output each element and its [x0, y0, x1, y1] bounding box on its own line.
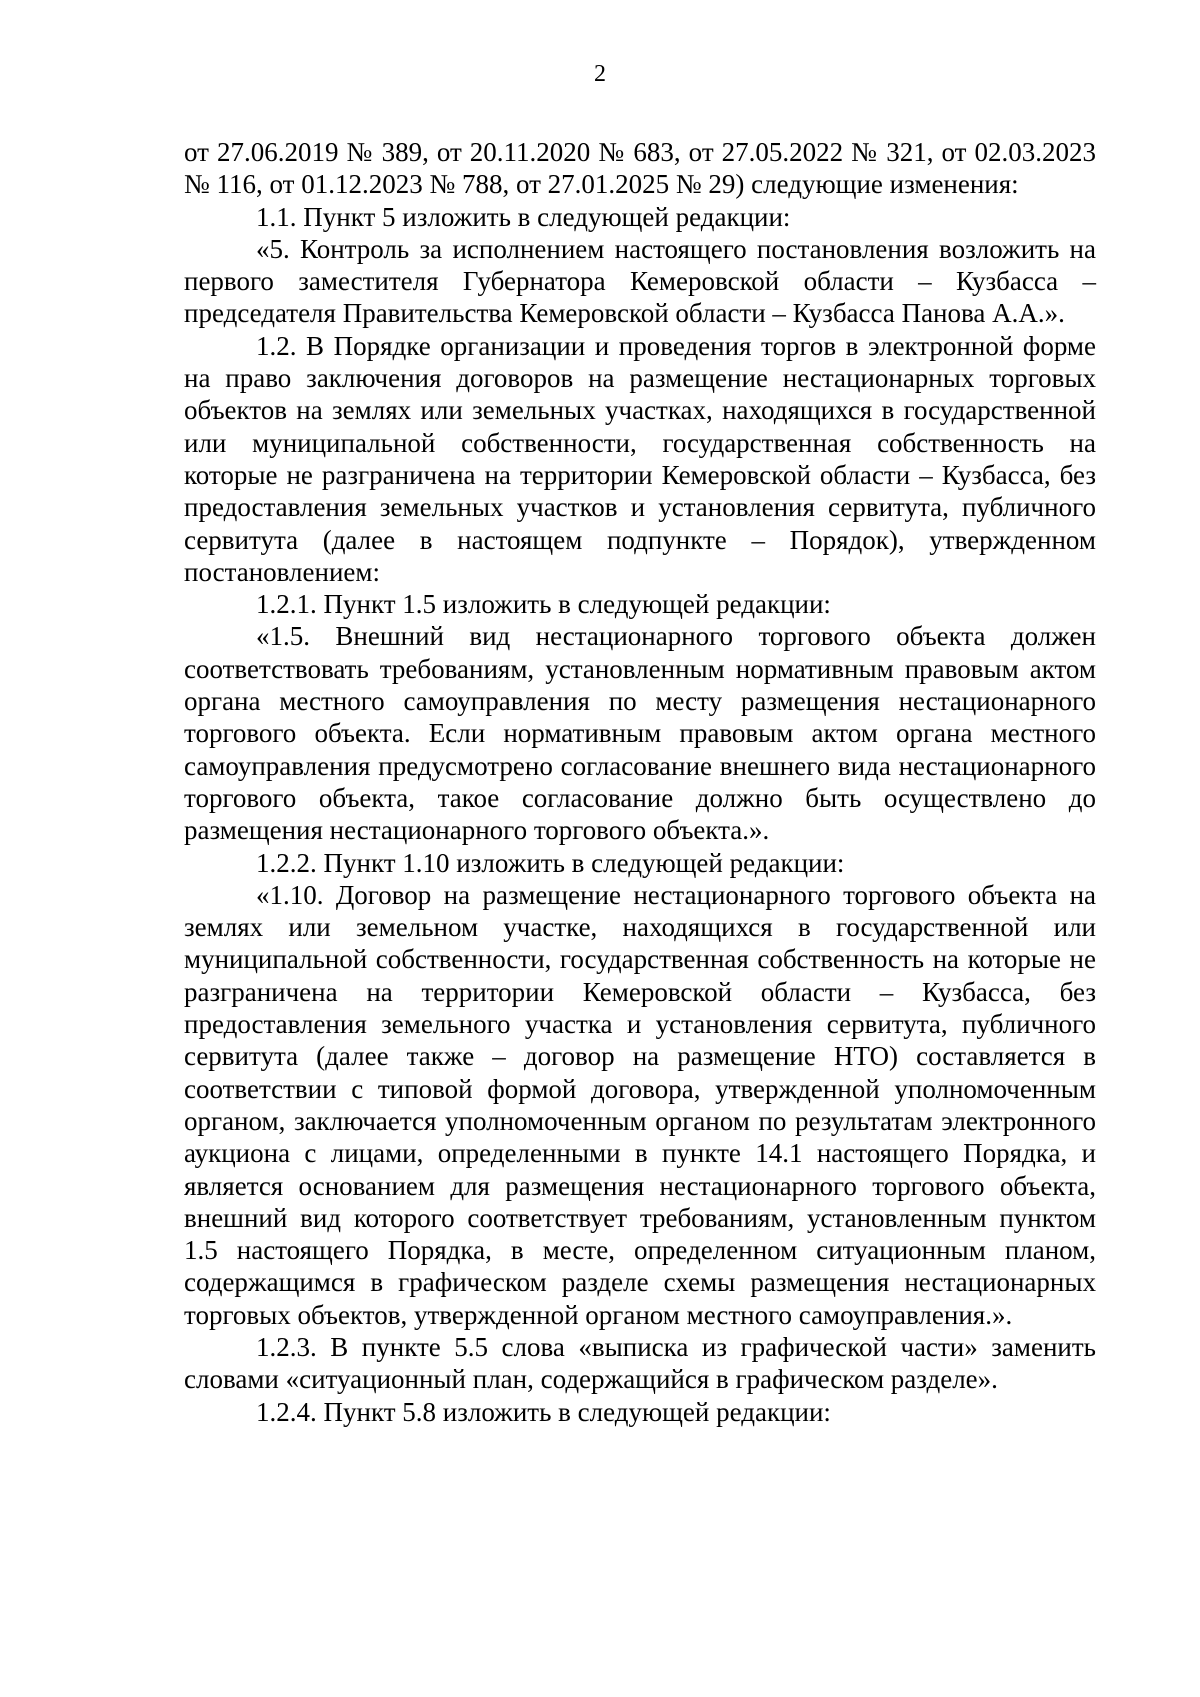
document-body [184, 136, 1096, 1428]
paragraph-amendments-list: от 27.06.2019 № 389, от 20.11.2020 № 683, от 27.05.2022 № 321, от 02.03.2023 № 116, от 01.12.2023 № 788, от 27.01.2025 № 29) следующие изменения: [184, 137, 1096, 200]
page-number: 2 [594, 61, 606, 87]
paragraph-1-1: 1.1. Пункт 5 изложить в следующей редакции: [256, 201, 791, 232]
paragraph-1-2-4: 1.2.4. Пункт 5.8 изложить в следующей редакции: [256, 1396, 831, 1427]
paragraph-1-2-2-quote: «1.10. Договор на размещение нестационарного торгового объекта на землях или земельном участке, находящихся в государственной или муниципальной собственности, государственная собственность на которые не разграничена на территории Кемеровской области – Кузбасса, без предоставления земельного участка и установления сервитута, публичного сервитута (далее также – договор на размещение НТО) составляется в соответствии с типовой формой договора, утвержденной уполномоченным органом, заключается уполномоченным органом по результатам электронного аукциона с лицами, определенными в пункте 14.1 настоящего Порядка, и является основанием для размещения нестационарного торгового объекта, внешний вид которого соответствует требованиям, установленным пунктом 1.5 настоящего Порядка, в месте, определенном ситуационным планом, содержащимся в графическом разделе схемы размещения нестационарных торговых объектов, утвержденной органом местного самоуправления.». [184, 879, 1096, 1330]
paragraph-1-2: 1.2. В Порядке организации и проведения торгов в электронной форме на право заключения договоров на размещение нестационарных торговых объектов на землях или земельных участках, находящихся в государственной или муниципальной собственности, государственная собственность на которые не разграничена на территории Кемеровской области – Кузбасса, без предоставления земельных участков и установления сервитута, публичного сервитута (далее в настоящем подпункте – Порядок), утвержденном постановлением: [184, 330, 1096, 587]
paragraph-1-1-quote: «5. Контроль за исполнением настоящего постановления возложить на первого заместителя Губернатора Кемеровской области – Кузбасса – председателя Правительства Кемеровской области – Кузбасса Панова А.А.». [184, 233, 1096, 329]
paragraph-1-2-1-quote: «1.5. Внешний вид нестационарного торгового объекта должен соответствовать требованиям, установленным нормативным правовым актом органа местного самоуправления по месту размещения нестационарного торгового объекта. Если нормативным правовым актом органа местного самоуправления предусмотрено согласование внешнего вида нестационарного торгового объекта, такое согласование должно быть осуществлено до размещения нестационарного торгового объекта.». [184, 621, 1096, 846]
paragraph-1-2-3: 1.2.3. В пункте 5.5 слова «выписка из графической части» заменить словами «ситуационный план, содержащийся в графическом разделе». [184, 1331, 1096, 1395]
paragraph-1-2-2: 1.2.2. Пункт 1.10 изложить в следующей редакции: [256, 847, 845, 878]
paragraph-1-2-1: 1.2.1. Пункт 1.5 изложить в следующей редакции: [256, 589, 831, 620]
